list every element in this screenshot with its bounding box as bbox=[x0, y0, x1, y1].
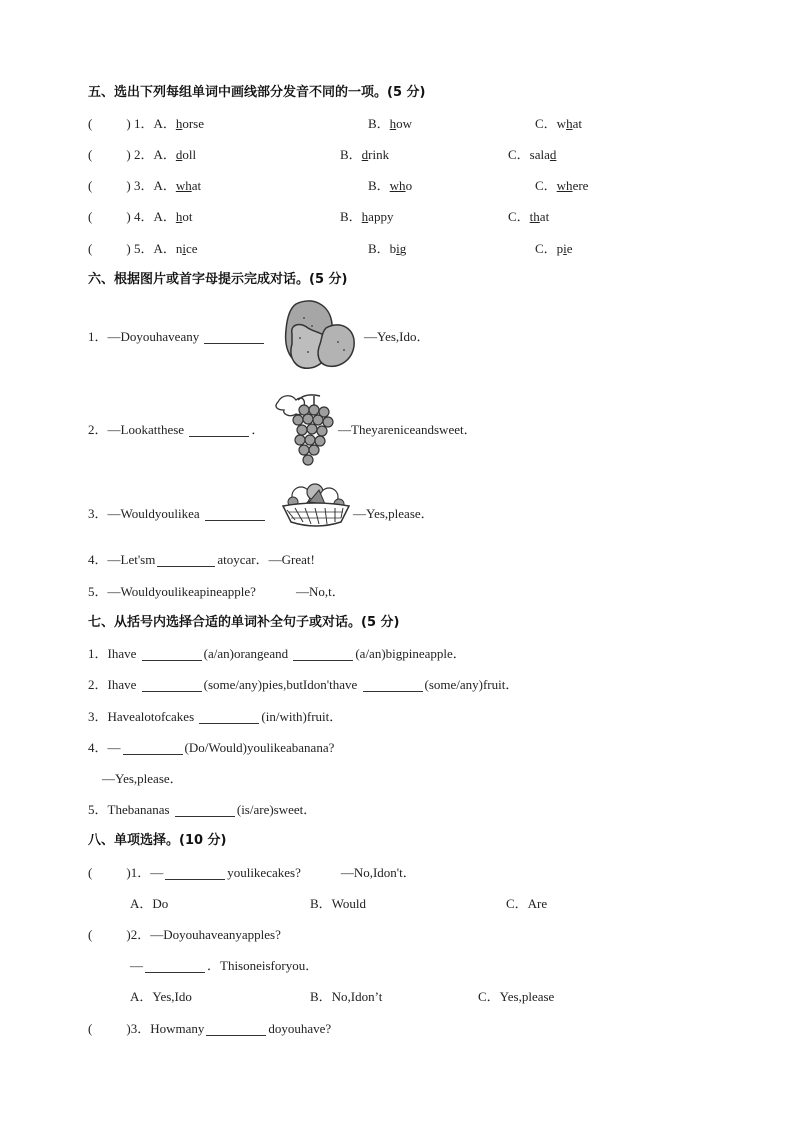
s5-item-5: ( ) 5．A．nice B．big C．pie bbox=[88, 241, 573, 256]
s6-item-3-answer: —Yes,please． bbox=[353, 506, 434, 521]
s7-item-4: 4．— (Do/Would)youlikeabanana? bbox=[88, 740, 335, 755]
s6-item-1-answer: —Yes,Ido． bbox=[364, 329, 430, 344]
section7-title: 七、从括号内选择合适的单词补全句子或对话。(5 分) bbox=[88, 615, 400, 630]
s7-item-3: 3．Havealotofcakes (in/with)fruit． bbox=[88, 709, 343, 724]
section8-title: 八、单项选择。(10 分) bbox=[88, 833, 227, 848]
s6-item-2: 2．—Lookatthese ． bbox=[88, 422, 265, 437]
s8-q1: ( )1．— youlikecakes? —No,Idon't． bbox=[88, 865, 416, 880]
s6-item-3: 3．—Wouldyoulikea bbox=[88, 505, 267, 523]
s6-item-1: 1．—Doyouhaveany bbox=[88, 328, 266, 346]
s8-q2-line2: — ．Thisoneisforyou． bbox=[130, 958, 319, 973]
s6-item-5: 5．—Wouldyoulikeapineapple? —No,t． bbox=[88, 584, 345, 599]
s8-q1-options: A．Do B．Would C．Are bbox=[130, 896, 548, 911]
s7-item-1: 1．Ihave (a/an)orangeand (a/an)bigpineapple． bbox=[88, 646, 466, 661]
fruit-salad-icon bbox=[279, 482, 353, 528]
section6-title: 六、根据图片或首字母提示完成对话。(5 分) bbox=[88, 272, 348, 287]
s5-item-2: ( ) 2．A．doll B．drink C．salad bbox=[88, 147, 557, 162]
s8-q2: ( )2．—Doyouhaveanyapples? bbox=[88, 927, 281, 942]
s7-item-5: 5．Thebananas (is/are)sweet． bbox=[88, 802, 317, 817]
mango-icon bbox=[282, 298, 362, 372]
s5-item-4: ( ) 4．A．hot B．happy C．that bbox=[88, 209, 550, 224]
s8-q3: ( )3．Howmany doyouhave? bbox=[88, 1021, 332, 1036]
grapes-icon bbox=[274, 388, 336, 470]
s6-item-2-answer: —Theyareniceandsweet． bbox=[338, 422, 477, 437]
section5-title: 五、选出下列每组单词中画线部分发音不同的一项。(5 分) bbox=[88, 85, 426, 100]
s7-item-2: 2．Ihave (some/any)pies,butIdon'thave (some/any)fruit． bbox=[88, 677, 519, 692]
s7-item-4-answer: —Yes,please． bbox=[102, 771, 183, 786]
s6-item-4: 4．—Let'sm atoycar．—Great! bbox=[88, 552, 315, 567]
s8-q2-options: A．Yes,Ido B．No,Idon’t C．Yes,please bbox=[130, 989, 555, 1004]
s5-item-1: ( ) 1．A．horse B．how C．what bbox=[88, 116, 582, 131]
s5-item-3: ( ) 3．A．what B．who C．where bbox=[88, 178, 589, 193]
